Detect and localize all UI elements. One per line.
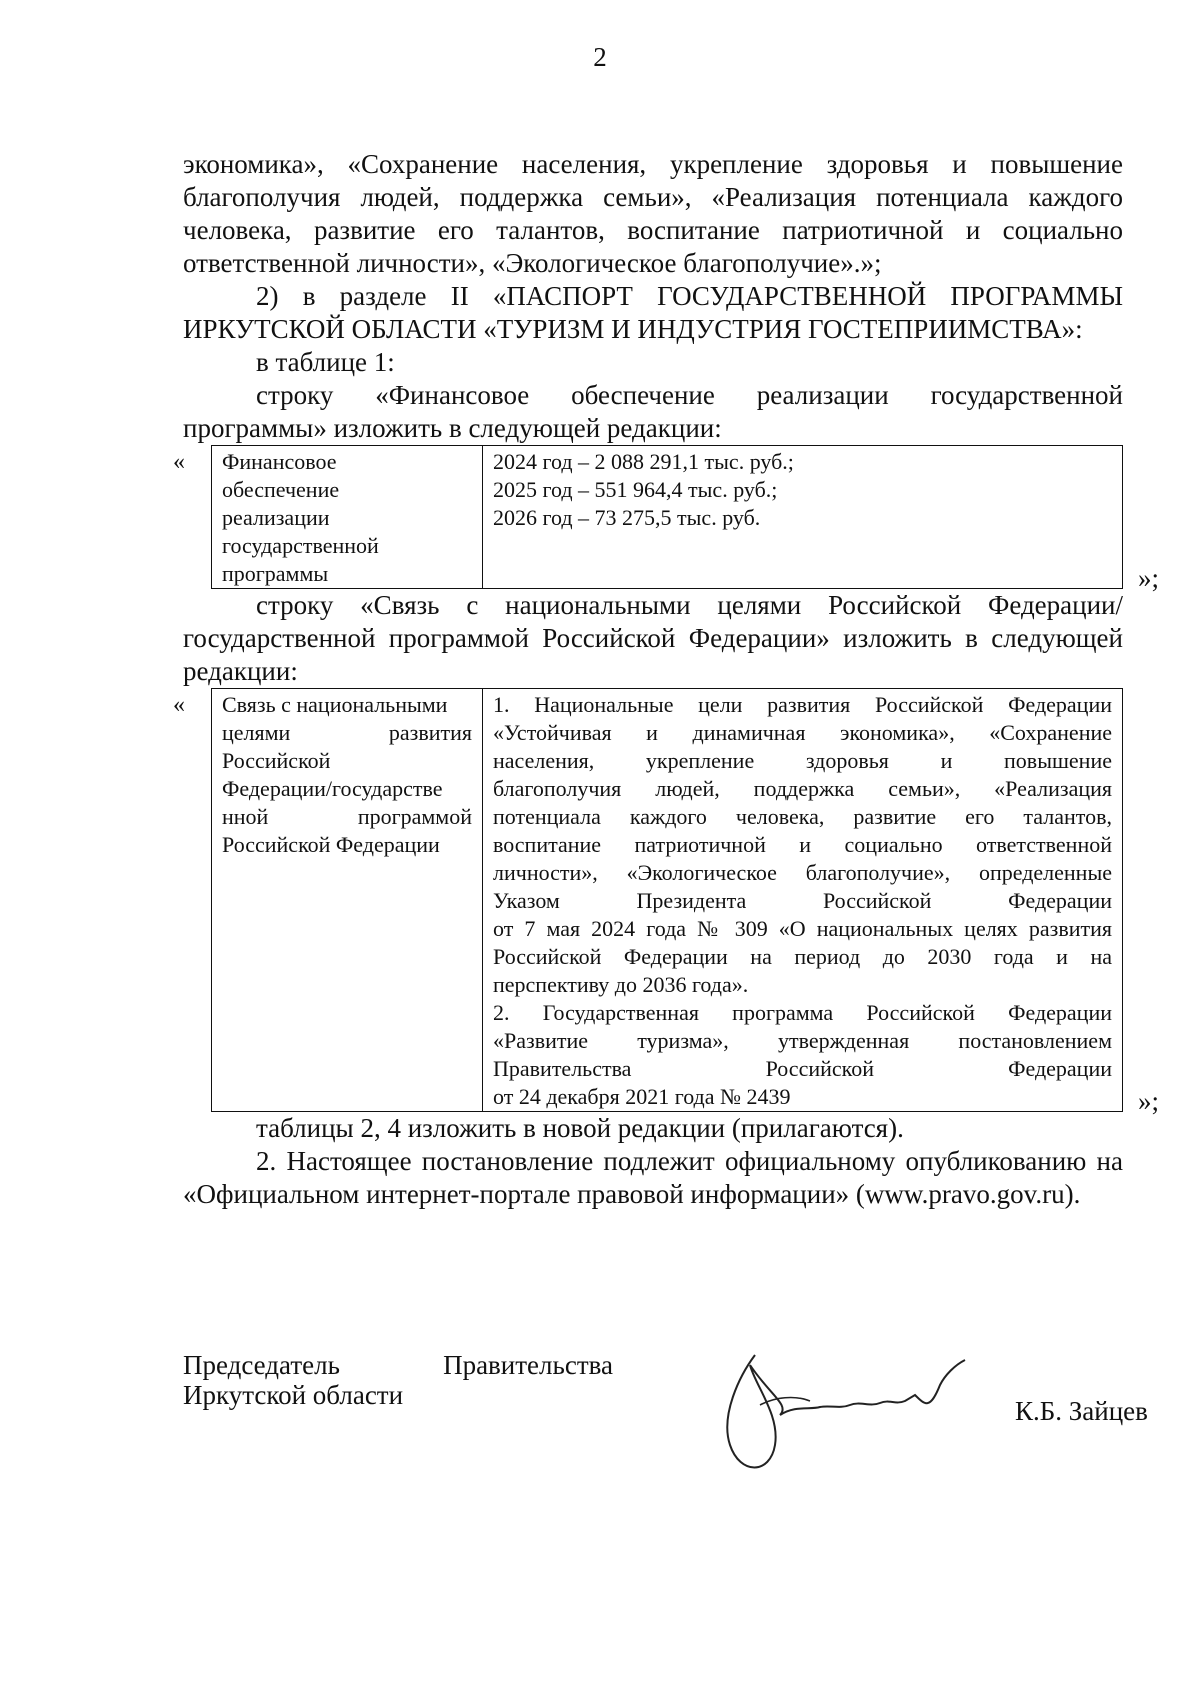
cell-line: Правительства Российской Федерации [493,1056,1112,1081]
page-number: 2 [593,42,607,72]
cell-line: Связь с национальными [222,692,448,717]
signer-title-line-2: Иркутской области [183,1380,404,1410]
cell-line: Федерации/государстве [222,776,443,801]
cell-line: Финансовое [222,449,337,474]
signer-title-part: Председатель [183,1350,340,1380]
open-quote: « [173,692,185,718]
table-national-goals [173,688,1159,1116]
close-quote: »; [1137,1086,1159,1116]
document-body [173,148,1159,1211]
cell-line: личности», «Экологическое благополучие», определенные [493,860,1112,885]
national-goals-table [211,688,1123,1112]
paragraph-1: экономика», «Сохранение населения, укрепление здоровья и повышение благополучия людей, поддержка семьи», «Реализация потенциала каждого человека, развитие его талантов, воспитание патриотичной и социально ответственной личности», «Экологическое благополучие».»; [183,149,1123,278]
cell-line: реализации [222,505,330,530]
table-financing [173,445,1159,593]
cell-line: населения, укрепление здоровья и повышение [493,748,1112,773]
cell-line: 1. Национальные цели развития Российской Федерации [493,692,1112,717]
cell-line: потенциала каждого человека, развитие его талантов, [493,804,1112,829]
paragraph-2: 2) в разделе II «ПАСПОРТ ГОСУДАРСТВЕННОЙ ПРОГРАММЫ ИРКУТСКОЙ ОБЛАСТИ «ТУРИЗМ И ИНДУСТРИЯ ГОСТЕПРИИМСТВА»: [183,281,1123,344]
cell-line: благополучия людей, поддержка семьи», «Реализация [493,776,1112,801]
cell-line: программы [222,561,329,586]
cell-line: перспективу до 2036 года». [493,972,749,997]
cell-line: 2. Государственная программа Российской Федерации [493,1000,1112,1025]
signer-title-part: Правительства [443,1350,613,1380]
open-quote: « [173,449,185,475]
financing-value-cell [483,446,1123,589]
cell-line: целями развития [222,720,472,745]
signer-name: К.Б. Зайцев [1015,1396,1148,1426]
cell-line: 2026 год – 73 275,5 тыс. руб. [493,505,761,530]
goals-value-cell [483,689,1123,1112]
paragraph-3: в таблице 1: [256,347,395,377]
cell-line: от 7 мая 2024 года № 309 «О национальных целях развития [493,916,1112,941]
cell-line: Указом Президента Российской Федерации [493,888,1112,913]
close-quote: »; [1137,563,1159,593]
paragraph-7: 2. Настоящее постановление подлежит официальному опубликованию на «Официальном интернет-портале правовой информации» (www.pravo.gov.ru). [183,1146,1123,1209]
cell-line: 2024 год – 2 088 291,1 тыс. руб.; [493,449,794,474]
cell-line: 2025 год – 551 964,4 тыс. руб.; [493,477,778,502]
cell-line: воспитание патриотичной и социально ответственной [493,832,1112,857]
cell-line: обеспечение [222,477,340,502]
financing-label-cell [212,446,483,589]
cell-line: государственной [222,533,379,558]
cell-line: нной программой [222,804,472,829]
cell-line: Российской [222,748,331,773]
cell-line: «Развитие туризма», утвержденная постановлением [493,1028,1112,1053]
cell-line: «Устойчивая и динамичная экономика», «Сохранение [493,720,1112,745]
cell-line: Российской Федерации [222,832,440,857]
signer-title-line-1 [183,1350,613,1380]
table-row [212,446,1123,589]
paragraph-6: таблицы 2, 4 изложить в новой редакции (прилагаются). [256,1113,904,1143]
paragraph-4: строку «Финансовое обеспечение реализации государственной программы» изложить в следующей редакции: [183,380,1123,443]
table-row [212,689,1123,1112]
cell-line: Российской Федерации на период до 2030 года и на [493,944,1112,969]
signature-block [183,1350,613,1410]
handwritten-signature [700,1335,1000,1495]
cell-line: от 24 декабря 2021 года № 2439 [493,1084,791,1109]
financing-table [211,445,1123,589]
goals-label-cell [212,689,483,1112]
paragraph-5: строку «Связь с национальными целями Российской Федерации/государственной программой Российской Федерации» изложить в следующей редакции: [183,590,1123,686]
